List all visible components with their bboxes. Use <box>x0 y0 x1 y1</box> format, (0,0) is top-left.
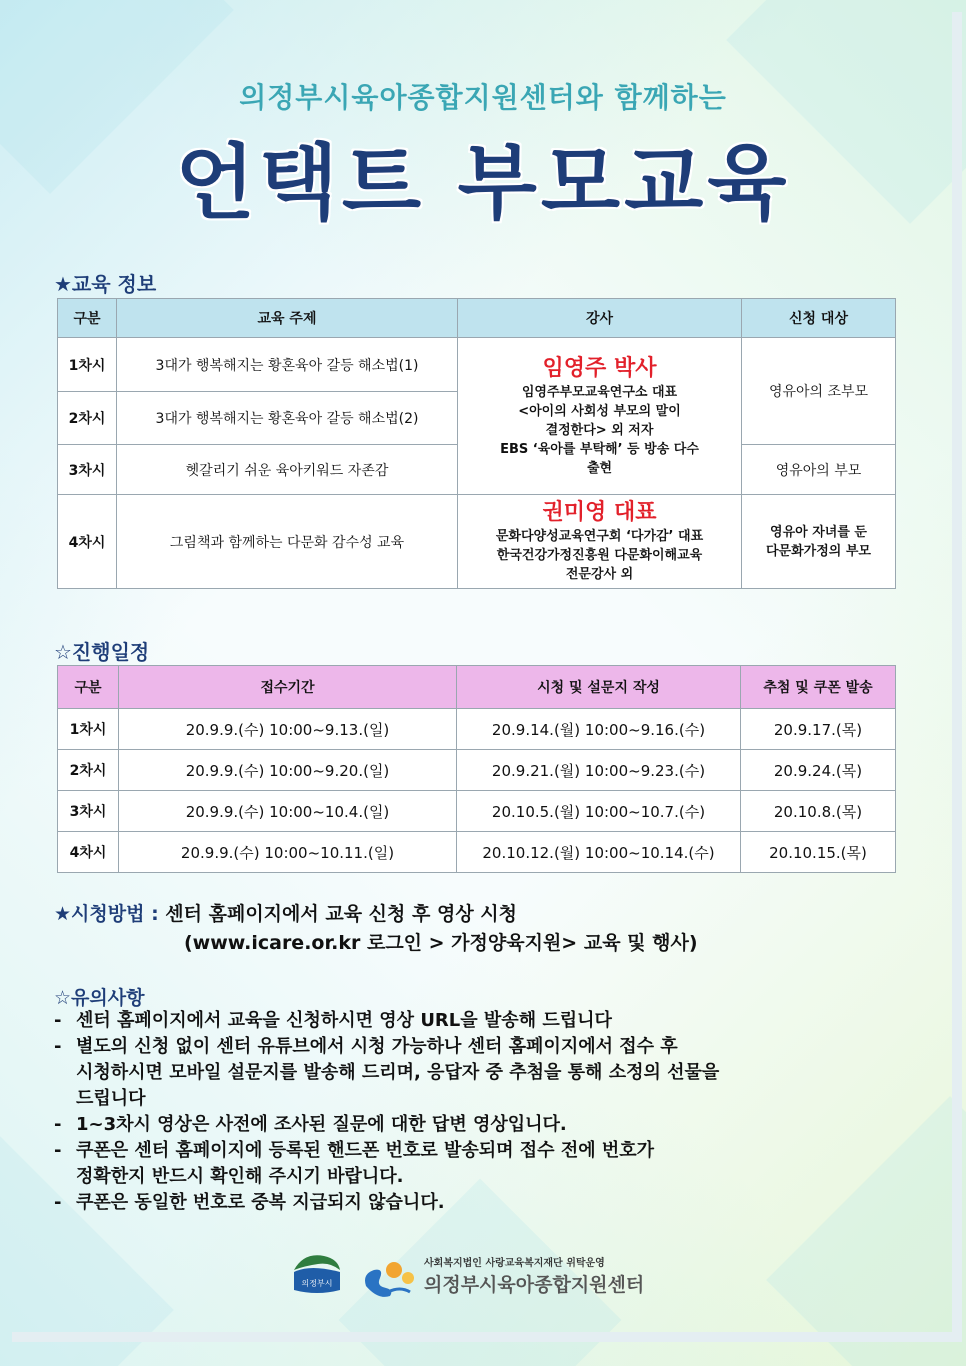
schedule-table <box>57 665 896 873</box>
viewing-method-label: ★시청방법 : <box>54 903 159 925</box>
center-logo-icon <box>360 1256 416 1300</box>
note-text: 시청하시면 모바일 설문지를 발송해 드리며, 응답자 중 추첨을 통해 소정의 선물을 <box>76 1062 720 1083</box>
lecturer-cell <box>458 495 742 589</box>
list-item: - 1~3차시 영상은 사전에 조사된 질문에 대한 답변 영상입니다. <box>54 1112 914 1138</box>
notes-heading: ☆유의사항 <box>54 987 145 1009</box>
lecturer-cell <box>458 338 742 495</box>
round-cell: 3차시 <box>58 791 119 832</box>
round-cell: 4차시 <box>58 495 117 589</box>
draw-cell: 20.9.24.(목) <box>741 750 896 791</box>
draw-cell: 20.9.17.(목) <box>741 709 896 750</box>
round-cell: 3차시 <box>58 445 117 495</box>
table-row <box>58 832 896 873</box>
viewing-method-url: (www.icare.or.kr 로그인 > 가정양육지원> 교육 및 행사) <box>184 932 698 954</box>
edu-info-table <box>57 298 896 589</box>
table-header-row <box>58 666 896 709</box>
note-text: 쿠폰은 동일한 번호로 중복 지급되지 않습니다. <box>76 1192 445 1213</box>
note-text: 1~3차시 영상은 사전에 조사된 질문에 대한 답변 영상입니다. <box>76 1114 567 1135</box>
schedule-heading: ☆진행일정 <box>54 640 150 664</box>
topic-cell: 그림책과 함께하는 다문화 감수성 교육 <box>117 495 458 589</box>
lecturer-desc: 출현 <box>586 460 613 476</box>
edu-info-heading: ★교육 정보 <box>54 272 157 296</box>
apply-cell: 20.9.9.(수) 10:00~9.20.(일) <box>119 750 457 791</box>
col-header: 시청 및 설문지 작성 <box>457 666 741 709</box>
list-item: - 쿠폰은 동일한 번호로 중복 지급되지 않습니다. <box>54 1190 914 1216</box>
watch-cell: 20.9.21.(월) 10:00~9.23.(수) <box>457 750 741 791</box>
note-text: 드립니다 <box>76 1088 146 1109</box>
table-row <box>58 709 896 750</box>
watch-cell: 20.10.12.(월) 10:00~10.14.(수) <box>457 832 741 873</box>
lecturer-desc: EBS ‘육아를 부탁해’ 등 방송 다수 <box>500 441 699 457</box>
draw-cell: 20.10.15.(목) <box>741 832 896 873</box>
note-text: 쿠폰은 센터 홈페이지에 등록된 핸드폰 번호로 발송되며 접수 전에 번호가 <box>76 1140 655 1161</box>
col-header: 추첨 및 쿠폰 발송 <box>741 666 896 709</box>
list-item: - 쿠폰은 센터 홈페이지에 등록된 핸드폰 번호로 발송되며 접수 전에 번호가 정확한지 반드시 확인해 주시기 바랍니다. <box>54 1138 914 1190</box>
lecturer-name: 임영주 박사 <box>542 355 657 381</box>
watch-cell: 20.10.5.(월) 10:00~10.7.(수) <box>457 791 741 832</box>
lecturer-desc: <아이의 사회성 부모의 말이 <box>518 403 681 419</box>
target-cell: 영유아의 부모 <box>742 445 896 495</box>
notes-list <box>54 1008 914 1216</box>
viewing-method <box>54 900 698 954</box>
round-cell: 2차시 <box>58 392 117 445</box>
city-logo-icon <box>290 1250 344 1296</box>
org-name: 의정부시육아종합지원센터 <box>424 1274 645 1296</box>
org-operator: 사회복지법인 사랑교육복지재단 위탁운영 <box>424 1258 605 1269</box>
lecturer-desc: 한국건강가정진흥원 다문화이해교육 <box>496 548 703 563</box>
round-cell: 4차시 <box>58 832 119 873</box>
col-header: 구분 <box>58 299 117 338</box>
viewing-method-text: 센터 홈페이지에서 교육 신청 후 영상 시청 <box>165 903 518 925</box>
list-item: - 별도의 신청 없이 센터 유튜브에서 시청 가능하나 센터 홈페이지에서 접수 후 시청하시면 모바일 설문지를 발송해 드리며, 응답자 중 추첨을 통해 소정의 선물을 드립니다 <box>54 1034 914 1112</box>
col-header: 신청 대상 <box>742 299 896 338</box>
table-row <box>58 338 896 392</box>
poster-title: 언택트 부모교육 <box>175 136 791 231</box>
topic-cell: 헷갈리기 쉬운 육아키워드 자존감 <box>117 445 458 495</box>
watch-cell: 20.9.14.(월) 10:00~9.16.(수) <box>457 709 741 750</box>
lecturer-desc: 문화다양성교육연구회 ‘다가감’ 대표 <box>495 529 704 544</box>
footer <box>290 1250 690 1306</box>
table-row <box>58 750 896 791</box>
note-text: 정확한지 반드시 확인해 주시기 바랍니다. <box>76 1166 404 1187</box>
col-header: 교육 주제 <box>117 299 458 338</box>
note-text: 센터 홈페이지에서 교육을 신청하시면 영상 URL을 발송해 드립니다 <box>76 1010 612 1031</box>
apply-cell: 20.9.9.(수) 10:00~10.11.(일) <box>119 832 457 873</box>
apply-cell: 20.9.9.(수) 10:00~10.4.(일) <box>119 791 457 832</box>
col-header: 구분 <box>58 666 119 709</box>
table-row <box>58 791 896 832</box>
lecturer-desc: 전문강사 외 <box>565 567 634 582</box>
apply-cell: 20.9.9.(수) 10:00~9.13.(일) <box>119 709 457 750</box>
round-cell: 2차시 <box>58 750 119 791</box>
lecturer-desc: 결정한다> 외 저자 <box>545 422 654 438</box>
target-cell <box>742 495 896 589</box>
round-cell: 1차시 <box>58 709 119 750</box>
round-cell: 1차시 <box>58 338 117 392</box>
table-header-row <box>58 299 896 338</box>
draw-cell: 20.10.8.(목) <box>741 791 896 832</box>
note-text: 별도의 신청 없이 센터 유튜브에서 시청 가능하나 센터 홈페이지에서 접수 후 <box>76 1036 678 1057</box>
target-line: 다문화가정의 부모 <box>766 543 871 559</box>
target-cell: 영유아의 조부모 <box>742 338 896 445</box>
list-item: - 센터 홈페이지에서 교육을 신청하시면 영상 URL을 발송해 드립니다 <box>54 1008 914 1034</box>
city-logo-text: 의정부시 <box>301 1279 333 1288</box>
lecturer-desc: 임영주부모교육연구소 대표 <box>521 384 678 400</box>
lecturer-name: 권미영 대표 <box>542 500 657 525</box>
poster-subtitle: 의정부시육아종합지원센터와 함께하는 <box>239 81 727 114</box>
topic-cell: 3대가 행복해지는 황혼육아 갈등 해소법(2) <box>117 392 458 445</box>
col-header: 접수기간 <box>119 666 457 709</box>
col-header: 강사 <box>458 299 742 338</box>
target-line: 영유아 자녀를 둔 <box>770 524 867 540</box>
topic-cell: 3대가 행복해지는 황혼육아 갈등 해소법(1) <box>117 338 458 392</box>
table-row <box>58 495 896 589</box>
